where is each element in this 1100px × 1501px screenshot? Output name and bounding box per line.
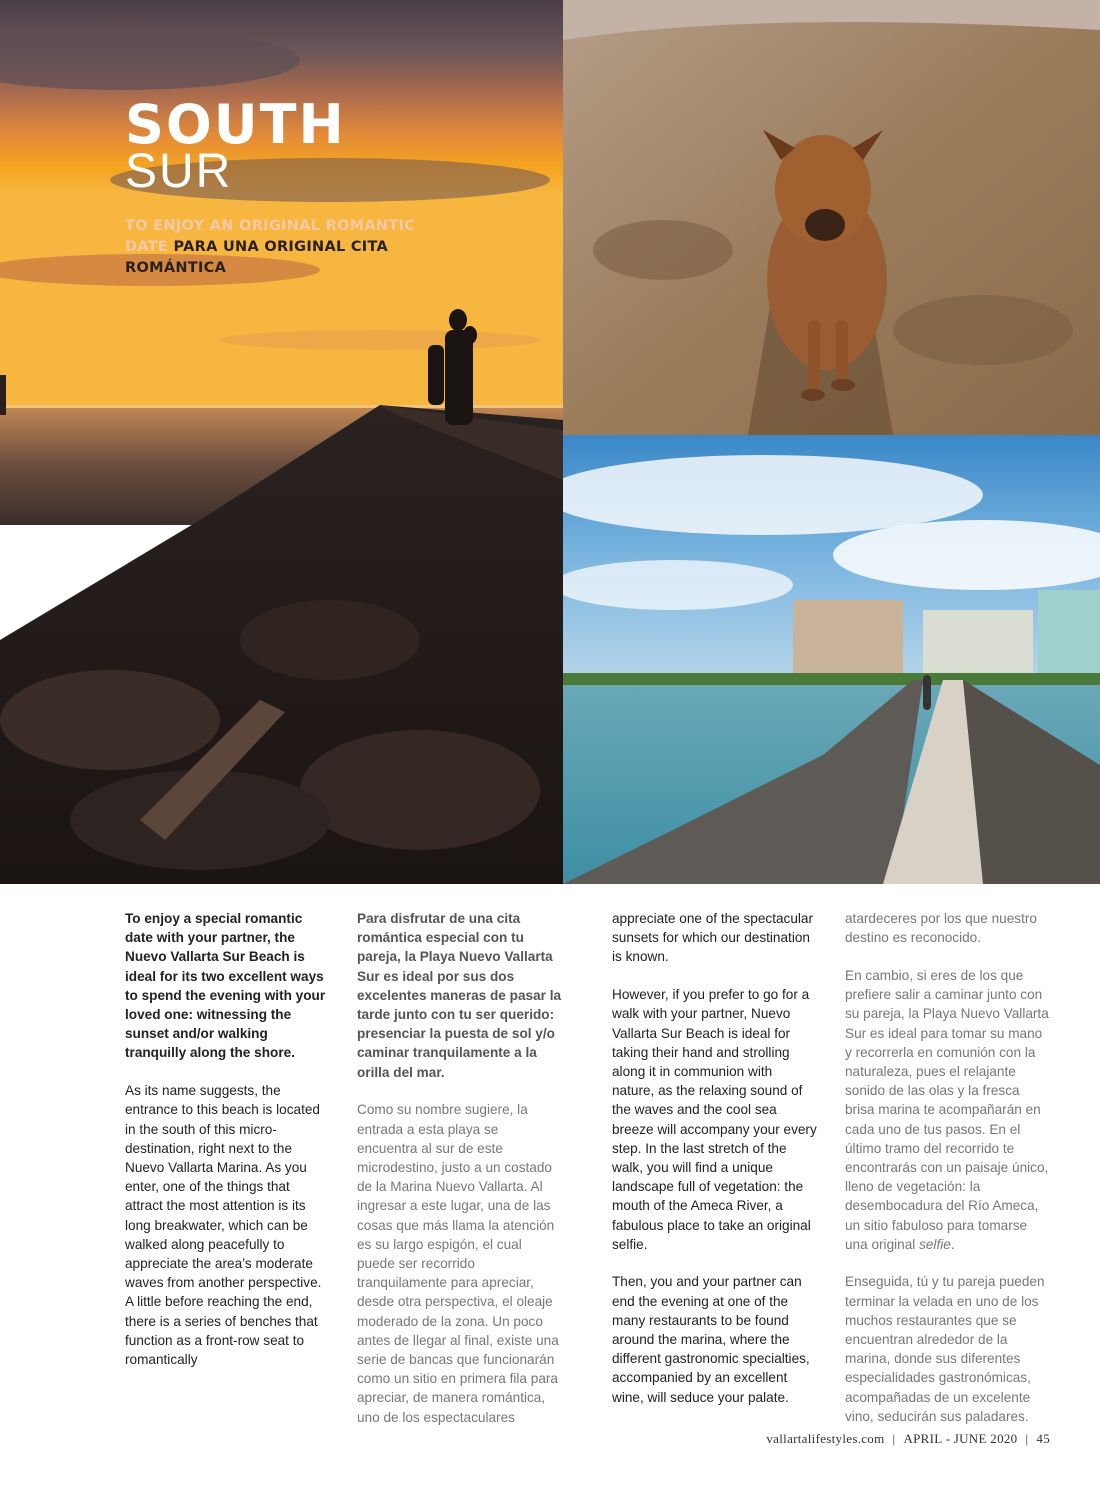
body-paragraph-spanish: Como su nombre sugiere, la entrada a esta playa se encuentra al sur de este microdestino, justo a un costado de la Marina Nuevo Vallarta. Al ingresar a este lugar, una de las cosas que más llama la atención es su largo espigón, el cual puede ser recorrido tranquilamente para apreciar, desde otra perspectiva, el oleaje moderado de la zona. Un poco antes de llegar al final, existe una serie de bancas que funcionarán como un sitio en primera fila para apreciar, de manera romántica, uno de los espectaculares xyxy=(357,1102,559,1425)
restaurant-paragraph-english: Then, you and your partner can end the evening at one of the many restaurants to be found around the marina, where the different gastronomic specialties, accompanied by an excellent wine, will seduce your palate. xyxy=(612,1274,810,1405)
column-2-spanish xyxy=(357,909,562,1445)
dog-in-sand-photo xyxy=(563,0,1100,435)
continued-paragraph-english: appreciate one of the spectacular sunsets for which our destination is known. xyxy=(612,911,814,965)
breakwater-walkway-photo xyxy=(563,435,1100,884)
column-1-english xyxy=(125,909,330,1388)
column-4-spanish xyxy=(845,909,1050,1445)
issue-date: APRIL - JUNE 2020 xyxy=(903,1431,1018,1446)
website-link[interactable]: vallartalifestyles.com xyxy=(766,1431,885,1446)
intro-paragraph-spanish: Para disfrutar de una cita romántica especial con tu pareja, la Playa Nuevo Vallarta Sur es ideal por sus dos excelentes maneras de pasar la tarde junto con tu ser querido: presenciar la puesta de sol y/o caminar tranquilamente a la orilla del mar. xyxy=(357,911,562,1080)
body-paragraph-english: As its name suggests, the entrance to this beach is located in the south of this micro-destination, right next to the Nuevo Vallarta Marina. As you enter, one of the things that attract the most attention is its long breakwater, which can be walked along peacefully to appreciate the area’s moderate waves from another perspective. A little before reaching the end, there is a series of benches that function as a front-row seat to romantically xyxy=(125,1083,322,1367)
footer-separator: | xyxy=(892,1431,896,1446)
title-spanish: SUR xyxy=(125,145,233,198)
subhead xyxy=(125,216,425,279)
walk-paragraph-spanish xyxy=(845,966,1050,1254)
title-english: SOUTH xyxy=(125,93,346,156)
walk-text-end: . xyxy=(950,1236,955,1252)
page-footer xyxy=(766,1431,1050,1447)
column-3-english xyxy=(612,909,817,1425)
subhead-english: TO ENJOY AN ORIGINAL ROMANTIC DATE xyxy=(125,218,416,255)
continued-paragraph-spanish: atardeceres por los que nuestro destino es reconocido. xyxy=(845,911,1037,946)
restaurant-paragraph-spanish: Enseguida, tú y tu pareja pueden terminar la velada en uno de los muchos restaurantes que se encuentran alrededor de la marina, donde sus diferentes especialidades gastronómicas, acompañadas de un excelente vino, seducirán sus paladares. xyxy=(845,1274,1045,1424)
footer-separator-2: | xyxy=(1025,1431,1029,1446)
headline xyxy=(125,93,346,198)
subhead-spanish: PARA UNA ORIGINAL CITA ROMÁNTICA xyxy=(125,239,389,276)
intro-paragraph-english: To enjoy a special romantic date with your partner, the Nuevo Vallarta Sur Beach is ideal for its two excellent ways to spend the evening with your loved one: witnessing the sunset and/or walking tranquilly along the shore. xyxy=(125,911,326,1061)
walk-paragraph-english: However, if you prefer to go for a walk with your partner, Nuevo Vallarta Sur Beach is ideal for taking their hand and strolling along it in communion with nature, as the relaxing sound of the waves and the cool sea breeze will accompany your every step. In the last stretch of the walk, you will find a unique landscape full of vegetation: the mouth of the Ameca River, a fabulous place to take an original selfie. xyxy=(612,987,817,1252)
walk-text-spanish: En cambio, si eres de los que prefiere salir a caminar junto con su pareja, la Playa Nuevo Vallarta Sur es ideal para tomar su mano y recorrerla en comunión con la naturaleza, pues el relajante sonido de las olas y la fresca brisa marina te acompañarán en cada uno de tus pasos. En el último tramo del recorrido te encontrarás con un paisaje único, lleno de vegetación: la desembocadura del Río Ameca, un sitio fabuloso para tomarse una original xyxy=(845,967,1049,1252)
selfie-word: selfie xyxy=(919,1236,951,1252)
page-number: 45 xyxy=(1036,1431,1050,1446)
